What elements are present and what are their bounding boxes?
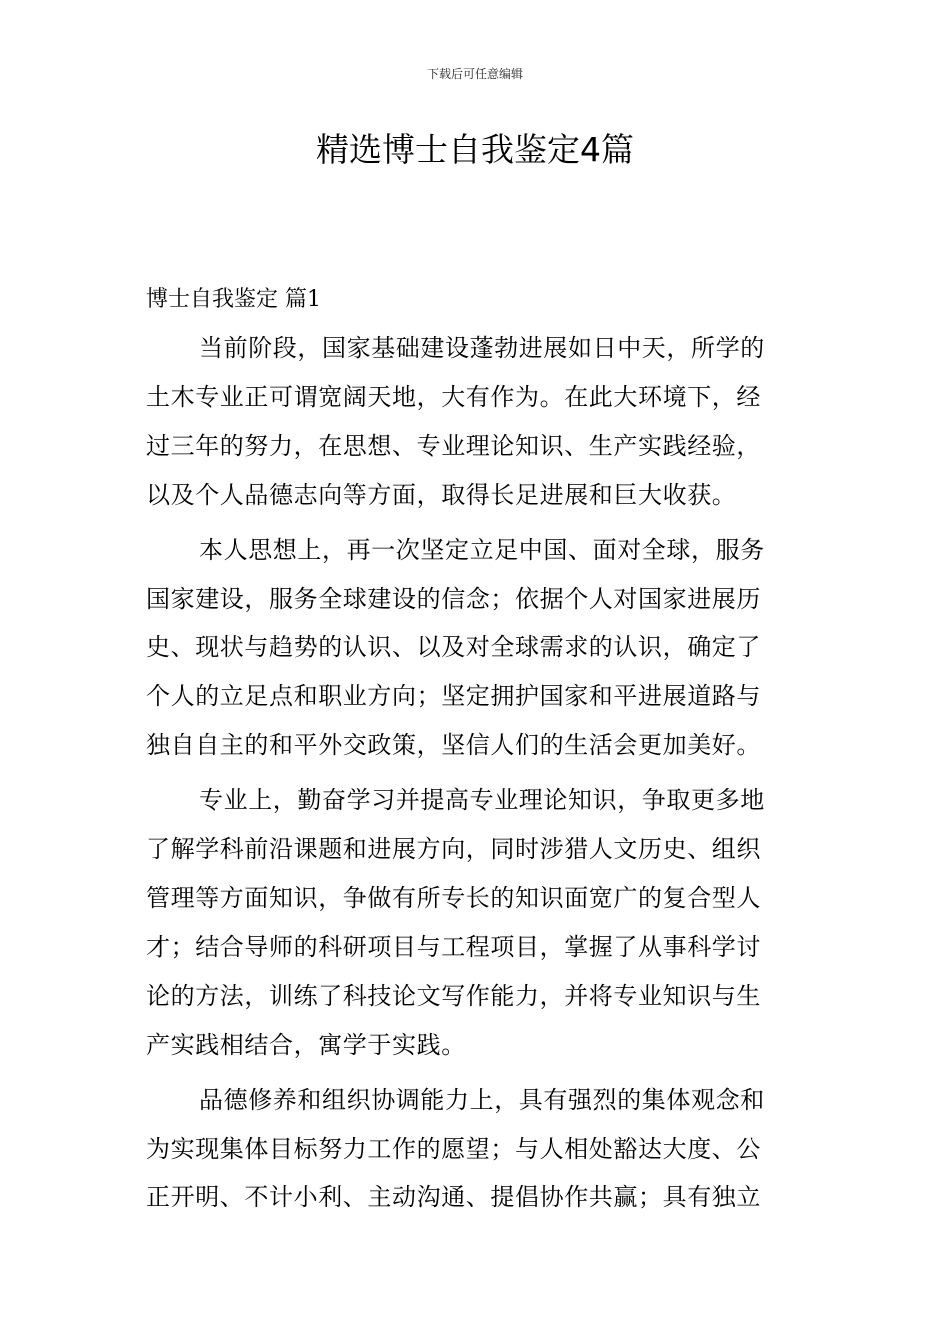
document-title: 精选博士自我鉴定4篇 <box>316 130 634 169</box>
header-note: 下载后可任意编辑 <box>426 67 523 81</box>
document-body <box>146 324 806 1228</box>
text-line: 以及个人品德志向等方面，取得长足进展和巨大收获。 <box>146 480 737 509</box>
section-heading: 博士自我鉴定 篇1 <box>146 287 321 312</box>
text-line: 当前阶段，国家基础建设蓬勃进展如日中天，所学的 <box>199 334 765 362</box>
text-line: 正开明、不计小利、主动沟通、提倡协作共赢；具有独立 <box>146 1183 761 1212</box>
text-line: 论的方法，训练了科技论文写作能力，并将专业知识与生 <box>146 981 761 1010</box>
text-line: 国家建设，服务全球建设的信念；依据个人对国家进展历 <box>146 584 761 613</box>
paragraph-4 <box>146 1076 806 1223</box>
text-line: 本人思想上，再一次坚定立足中国、面对全球，服务 <box>199 535 765 564</box>
text-line: 了解学科前沿课题和进展方向，同时涉猎人文历史、组织 <box>146 835 761 864</box>
text-line: 才；结合导师的科研项目与工程项目，掌握了从事科学讨 <box>146 932 761 961</box>
text-line: 为实现集体目标努力工作的愿望；与人相处豁达大度、公 <box>146 1134 761 1163</box>
text-line: 独自自主的和平外交政策，坚信人们的生活会更加美好。 <box>146 731 761 760</box>
paragraph-2 <box>146 526 806 771</box>
text-line: 专业上，勤奋学习并提高专业理论知识，争取更多地 <box>199 786 765 815</box>
text-line: 管理等方面知识，争做有所专长的知识面宽广的复合型人 <box>146 883 761 912</box>
paragraph-3 <box>146 776 806 1069</box>
paragraph-1 <box>146 324 806 520</box>
text-line: 个人的立足点和职业方向；坚定拥护国家和平进展道路与 <box>146 682 761 711</box>
text-line: 品德修养和组织协调能力上，具有强烈的集体观念和 <box>199 1085 765 1114</box>
text-line: 土木专业正可谓宽阔天地，大有作为。在此大环境下，经 <box>146 382 761 411</box>
text-line: 产实践相结合，寓学于实践。 <box>146 1030 466 1059</box>
text-line: 史、现状与趋势的认识、以及对全球需求的认识，确定了 <box>146 633 761 662</box>
text-line: 过三年的努力，在思想、专业理论知识、生产实践经验， <box>146 431 761 460</box>
